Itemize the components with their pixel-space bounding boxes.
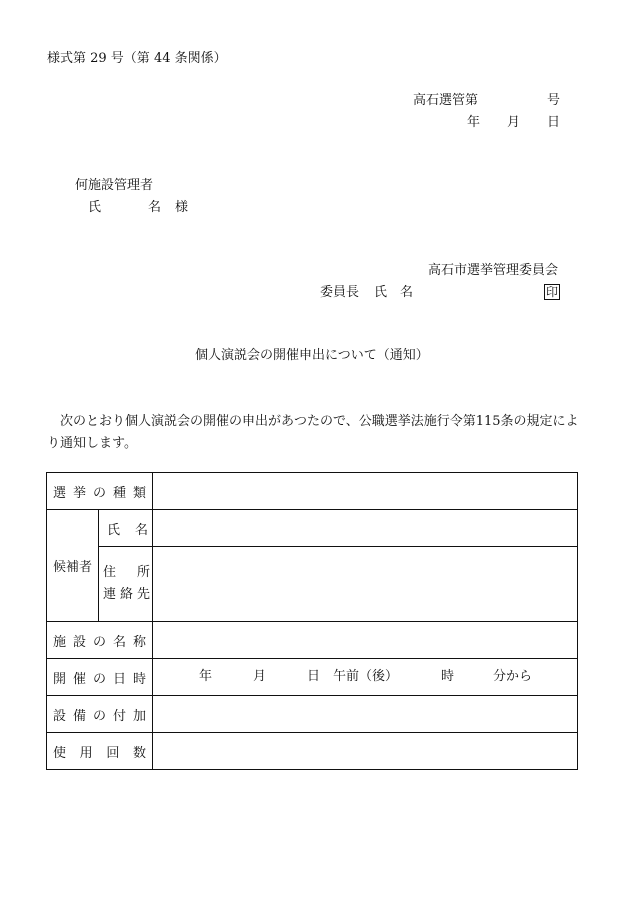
- row-candidate-address: [47, 547, 578, 622]
- datetime-ampm: 午前（後）: [333, 669, 399, 684]
- seal-mark: 印: [546, 285, 559, 299]
- sender-org: 高石市選挙管理委員会: [428, 263, 559, 278]
- value-election-type[interactable]: [153, 473, 578, 510]
- row-equipment: [47, 696, 578, 733]
- label-election-type: 選 挙 の 種 類: [47, 473, 153, 510]
- row-election-type: [47, 473, 578, 510]
- doc-number-prefix: 高石選管第: [413, 93, 479, 108]
- label-usage-count: 使 用 回 数: [47, 733, 153, 770]
- value-facility-name[interactable]: [153, 622, 578, 659]
- label-facility-name: 施 設 の 名 称: [47, 622, 153, 659]
- datetime-year: 年: [199, 669, 213, 684]
- recipient-name-label-1: 氏: [88, 200, 102, 215]
- form-number: 様式第 29 号（第 44 条関係）: [47, 51, 227, 66]
- recipient-name-label-2: 名: [148, 200, 162, 215]
- document-title: 個人演説会の開催申出について（通知）: [195, 348, 429, 363]
- value-equipment[interactable]: [153, 696, 578, 733]
- sender-name-label-2: 名: [400, 285, 414, 300]
- datetime-month: 月: [253, 669, 267, 684]
- label-equipment: 設 備 の 付 加: [47, 696, 153, 733]
- sender-title: 委員長: [320, 285, 360, 300]
- value-address-contact[interactable]: [153, 547, 578, 622]
- date-day-label: 日: [547, 115, 561, 130]
- date-month-label: 月: [507, 115, 521, 130]
- body-text: 次のとおり個人演説会の開催の申出があつたので、公職選挙法施行令第115条の規定により通知します。: [47, 414, 579, 451]
- label-datetime: 開 催 の 日 時: [47, 659, 153, 696]
- doc-number-suffix: 号: [547, 93, 561, 108]
- value-datetime[interactable]: [153, 659, 578, 696]
- sender-name-label-1: 氏: [374, 285, 388, 300]
- recipient-honorific: 様: [175, 200, 189, 215]
- row-candidate-name: [47, 510, 578, 547]
- value-usage-count[interactable]: [153, 733, 578, 770]
- label-address-contact: 住 所 連 絡 先: [99, 547, 153, 622]
- label-candidate: 候補者: [47, 510, 99, 622]
- label-candidate-name: 氏 名: [99, 510, 153, 547]
- datetime-minute: 分から: [493, 669, 533, 684]
- datetime-hour: 時: [441, 669, 455, 684]
- row-usage-count: [47, 733, 578, 770]
- row-facility-name: [47, 622, 578, 659]
- row-datetime: [47, 659, 578, 696]
- date-year-label: 年: [467, 115, 481, 130]
- value-candidate-name[interactable]: [153, 510, 578, 547]
- application-table: [46, 472, 578, 770]
- recipient-line: 何施設管理者: [75, 178, 154, 193]
- datetime-day: 日: [307, 669, 321, 684]
